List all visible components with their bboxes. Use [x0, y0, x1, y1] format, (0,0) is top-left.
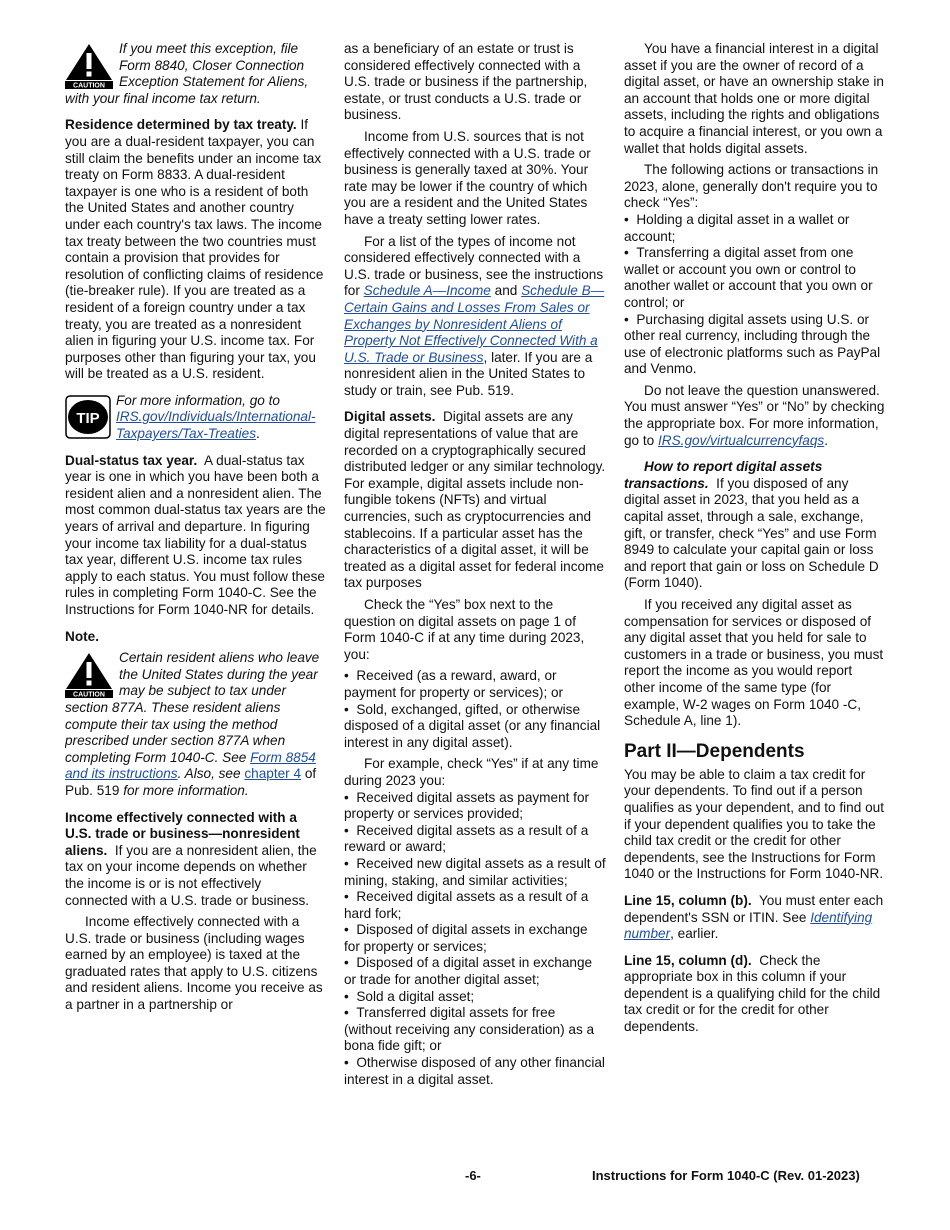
- note-heading: Note.: [65, 628, 99, 644]
- dual-status-paragraph: [65, 453, 327, 619]
- list-item: • Received (as a reward, award, or payment for property or services); or: [344, 668, 606, 701]
- digital-assets-heading: Digital assets.: [344, 409, 436, 425]
- caution-877a-end: for more information.: [123, 782, 249, 798]
- svg-text:CAUTION: CAUTION: [73, 82, 105, 89]
- do-not-leave-text: Do not leave the question unanswered. You must answer “Yes” or “No” by checking the appropriate box. For more information, go to: [624, 382, 885, 448]
- list-item: • Transferred digital assets for free (without receiving any consideration) as a bona fide gift; or: [344, 1005, 606, 1055]
- line-15b-heading: Line 15, column (b).: [624, 892, 752, 908]
- income-ec-heading: Income effectively connected with a U.S. trade or business—nonresident aliens.: [65, 809, 300, 858]
- income-types-end: , later. If you are a nonresident alien in the United States to study or train, see Pub. 519.: [344, 349, 593, 398]
- identifying-number-link[interactable]: Identifying number: [624, 909, 873, 942]
- how-to-report-body: If you disposed of any digital asset in 2023, that you held as a capital asset, through a sale, exchange, gift, or transfer, check “Yes” and use Form 8949 to calculate your capital gain or loss and report that gain or loss on Schedule D (Form 1040).: [624, 475, 879, 591]
- income-ec-paragraph-2: Income effectively connected with a U.S. trade or business (including wages earned by an employee) is taxed at the graduated rates that apply to U.S. citizens and resident aliens. Income you receive as a partner in a partnership or: [65, 914, 323, 1013]
- residence-body: If you are a dual-resident taxpayer, you can still claim the benefits under an income tax treaty on Form 8833. A dual-resident taxpayer is one who is a resident of both the United States and another country under each country's tax laws. The income tax treaty between the two countries must contain a provision that provides for resolution of conflicting claims of residence (tie-breaker rule). If you are treated as a resident of a foreign country under a tax treaty, you are treated as a nonresident alien in figuring your U.S. income tax. For purposes other than figuring your tax, you will be treated as a U.S. resident.: [65, 117, 324, 382]
- caution-877a-pub: of Pub. 519: [65, 766, 317, 798]
- compensation-paragraph: If you received any digital asset as compensation for services or disposed of any digital asset that you held for sale to customers in a trade or business, you must report the income as you would report other income of the same type (for example, W-2 wages on Form 1040 -C, Schedule A, line 1).: [624, 597, 884, 729]
- do-not-leave-period: .: [824, 432, 829, 448]
- financial-interest-paragraph: You have a financial interest in a digital asset if you are the owner of record of a digital asset, or have an ownership stake in an account that holds one or more digital assets, including the rights and obligations to acquire a financial interest, or you own a wallet that holds digital assets.: [624, 41, 884, 156]
- column-1: [65, 41, 327, 1019]
- line-15d-paragraph: [624, 953, 886, 1036]
- partnership-paragraph: as a beneficiary of an estate or trust is considered effectively connected with a U.S. trade or business if the partnership, estate, or trust conducts a U.S. trade or business.: [344, 41, 588, 123]
- do-not-leave-paragraph: [624, 383, 886, 449]
- line-15d-body: Check the appropriate box in this column if your dependent is a qualifying child for the child tax credit or for the credit for other dependents.: [624, 952, 881, 1035]
- following-actions-list: [624, 212, 886, 378]
- income-types-text: For a list of the types of income not considered effectively connected with a U.S. trade or business, see the instructions for: [344, 233, 604, 299]
- part-2-heading: Part II—Dependents: [624, 740, 805, 762]
- how-to-report-paragraph: [624, 459, 886, 592]
- line-15b-paragraph: [624, 893, 886, 943]
- tip-note: [65, 393, 327, 443]
- list-item: • Disposed of digital assets in exchange for property or services;: [344, 922, 606, 955]
- list-item: • Otherwise disposed of any other financial interest in a digital asset.: [344, 1055, 606, 1088]
- form-8854-link[interactable]: Form 8854 and its instructions: [65, 749, 316, 782]
- chapter-4-link[interactable]: chapter 4: [244, 766, 302, 782]
- digital-assets-body: Digital assets are any digital representations of value that are recorded on a cryptographically secured distributed ledger or any similar technology. For example, digital assets include non-fungible tokens (NFTs) and virtual currencies, such as cryptocurrencies and stablecoins. If a particular asset has the characteristics of a digital asset, it will be treated as a digital asset for federal income tax purposes: [344, 409, 606, 591]
- list-item: • Received digital assets as a result of a hard fork;: [344, 889, 606, 922]
- column-3: [624, 41, 886, 1041]
- following-actions-paragraph: The following actions or transactions in 2023, alone, generally don't require you to check “Yes”:: [624, 162, 879, 211]
- page-number: -6-: [465, 1168, 481, 1183]
- example-paragraph: For example, check “Yes” if at any time during 2023 you:: [344, 756, 599, 788]
- svg-text:TIP: TIP: [76, 409, 100, 427]
- how-to-report-heading: How to report digital assets transactions.: [624, 459, 823, 491]
- list-item: • Purchasing digital assets using U.S. or other real currency, including through the use of electronic platforms such as PayPal and Venmo.: [624, 312, 886, 378]
- and-text: and: [494, 283, 518, 299]
- tip-icon: [65, 395, 111, 439]
- check-yes-paragraph: Check the “Yes” box next to the question on digital assets on page 1 of Form 1040-C if at any time during 2023, you:: [344, 597, 585, 662]
- income-ec-paragraph: [65, 810, 327, 910]
- list-item: • Transferring a digital asset from one wallet or account you own or control to another wallet or account that you own or control; or: [624, 245, 886, 311]
- caution-icon: [65, 652, 113, 698]
- example-list: [344, 790, 606, 1089]
- list-item: • Received digital assets as a result of a reward or award;: [344, 823, 606, 856]
- list-item: • Received digital assets as payment for property or services provided;: [344, 790, 606, 823]
- us-sources-paragraph: Income from U.S. sources that is not effectively connected with a U.S. trade or business is generally taxed at 30%. Your rate may be lower if the country of which you are a resident and the United States have a treaty setting lower rates.: [344, 128, 591, 227]
- caution-text: If you meet this exception, file Form 8840, Closer Connection Exception Statement for Aliens, with your final income tax return.: [65, 41, 309, 106]
- line-15d-heading: Line 15, column (d).: [624, 952, 752, 968]
- schedule-a-link[interactable]: Schedule A—Income: [363, 283, 491, 299]
- caution-877a-text: Certain resident aliens who leave the United States during the year may be subject to tax under section 877A. These resident aliens compute their tax using the method prescribed under section 877A when completing Form 1040-C. See: [65, 650, 320, 765]
- tip-period: .: [256, 426, 260, 442]
- list-item: • Holding a digital asset in a wallet or account;: [624, 212, 886, 245]
- income-types-paragraph: [344, 234, 606, 400]
- column-2: [344, 41, 606, 1088]
- dual-status-body: A dual-status tax year is one in which you have been both a resident alien and a nonresident alien. The most common dual-status tax years are the years of arrival and departure. In figuring your income tax liability for a dual-status tax year, different U.S. income tax rules apply to each status. You must follow these rules in completing Form 1040-C. See the Instructions for Form 1040-NR for details.: [65, 452, 326, 617]
- dependents-paragraph: You may be able to claim a tax credit for your dependents. To find out if a person qualifies as your dependent, and to find out if your dependent qualifies you to take the child tax credit or the credit for other dependents, see the Instructions for Form 1040 or the Instructions for Form 1040-NR.: [624, 766, 884, 882]
- document-title: Instructions for Form 1040-C (Rev. 01-2023): [592, 1168, 860, 1183]
- caution-note-exception: [65, 41, 327, 107]
- line-15b-end: , earlier.: [670, 926, 719, 942]
- svg-text:CAUTION: CAUTION: [73, 691, 105, 699]
- line-15b-body: You must enter each dependent's SSN or ITIN. See: [624, 892, 884, 925]
- virtual-currency-faqs-link[interactable]: IRS.gov/virtualcurrencyfaqs: [658, 432, 825, 448]
- list-item: • Disposed of a digital asset in exchange or trade for another digital asset;: [344, 955, 606, 988]
- caution-note-877a: [65, 650, 327, 799]
- digital-assets-paragraph: [344, 409, 606, 592]
- dual-status-heading: Dual-status tax year.: [65, 452, 198, 468]
- list-item: • Received new digital assets as a result of mining, staking, and similar activities;: [344, 856, 606, 889]
- list-item: • Sold a digital asset;: [344, 989, 606, 1006]
- income-ec-body: If you are a nonresident alien, the tax on your income depends on whether the income is or is not effectively connected with a U.S. trade or business.: [65, 842, 317, 908]
- tip-text: For more information, go to: [116, 392, 280, 408]
- schedule-b-link[interactable]: Schedule B—Certain Gains and Losses From Sales or Exchanges by Nonresident Aliens of Property Not Effectively Connected With a U.S. Trade or Business: [344, 283, 605, 365]
- tax-treaties-link[interactable]: IRS.gov/Individuals/International-Taxpayers/Tax-Treaties: [116, 409, 316, 442]
- residence-paragraph: [65, 117, 327, 383]
- check-yes-list: [344, 668, 606, 751]
- caution-877a-text-b: . Also, see: [177, 766, 241, 782]
- list-item: • Sold, exchanged, gifted, or otherwise disposed of a digital asset (or any financial interest in any digital asset).: [344, 702, 606, 752]
- caution-icon: [65, 43, 113, 89]
- residence-heading: Residence determined by tax treaty.: [65, 117, 297, 133]
